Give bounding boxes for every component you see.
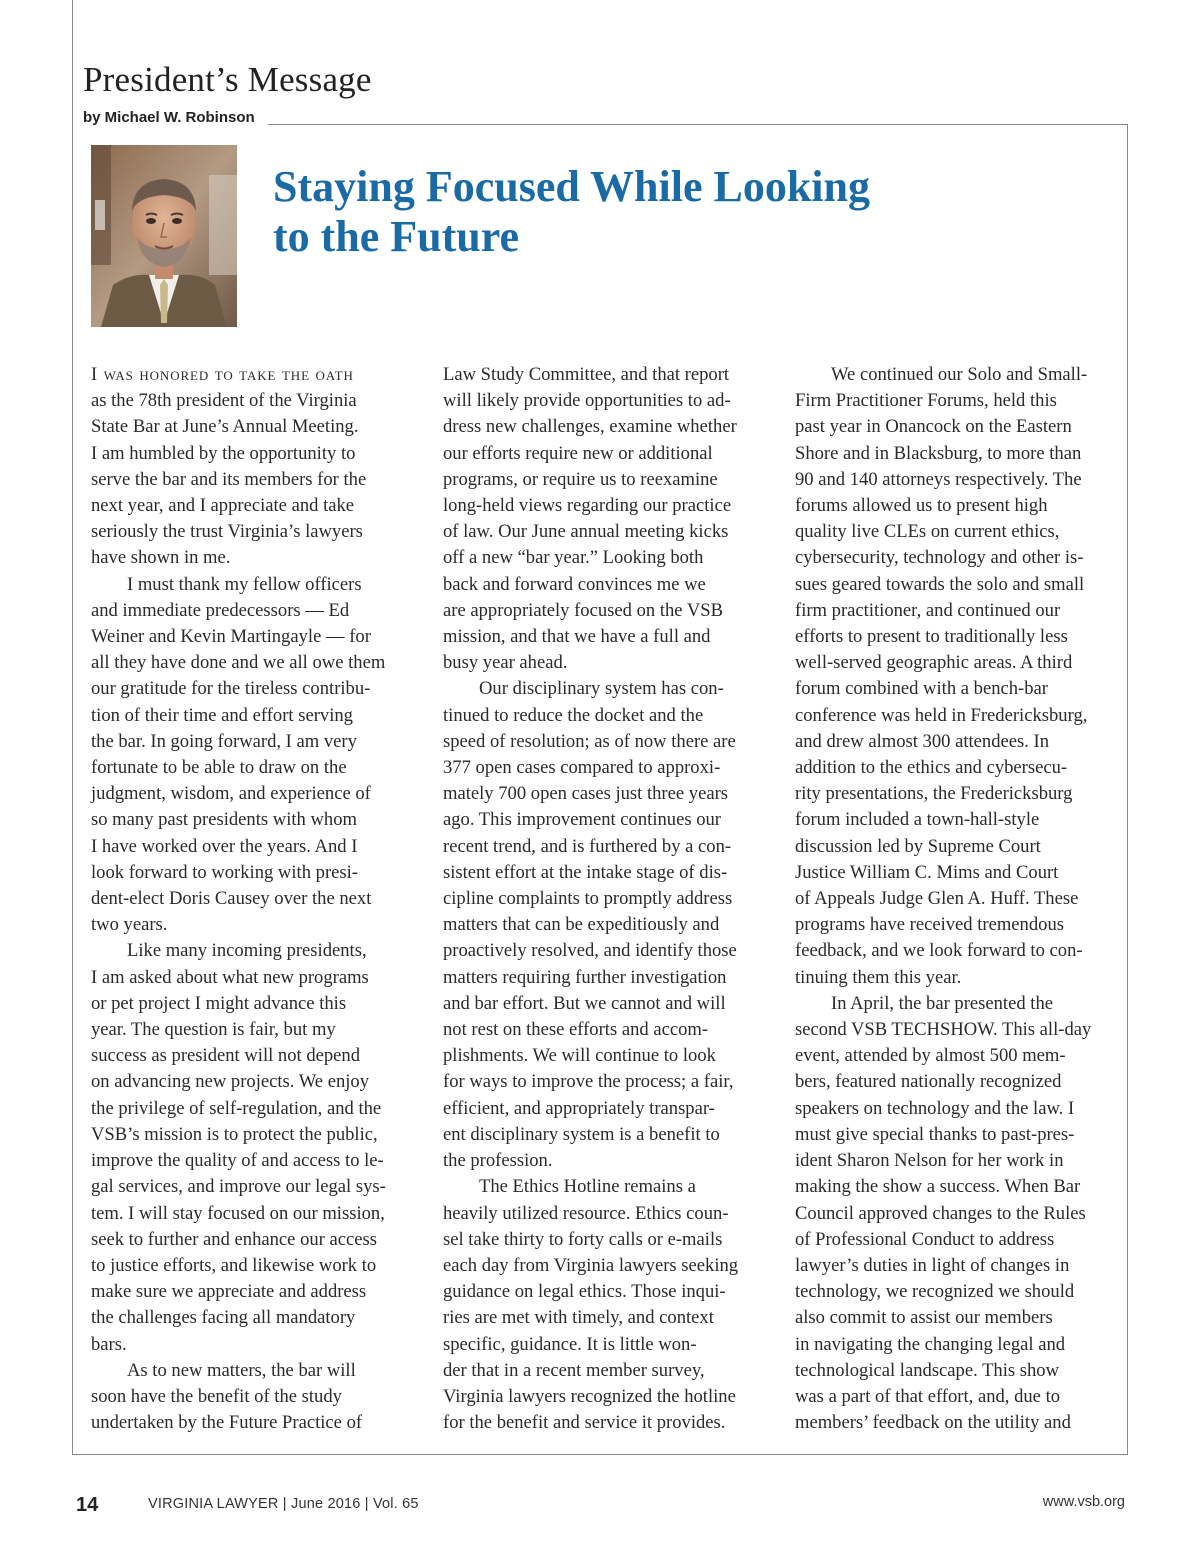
column-2-line: back and forward convinces me we [443,573,706,595]
column-2-line: speed of resolution; as of now there are [443,730,736,752]
column-3-line: rity presentations, the Fredericksburg [795,783,1073,805]
column-1-line: As to new matters, the bar will [127,1359,356,1381]
column-2-line: for ways to improve the process; a fair, [443,1071,734,1093]
column-3-line: programs have received tremendous [795,914,1064,936]
column-1-line: I was honored to take the oath [91,364,354,385]
column-3-line: forum combined with a bench-bar [795,678,1048,700]
column-2-line: our efforts require new or additional [443,442,713,464]
column-1-line: the privilege of self-regulation, and the [91,1097,382,1119]
column-1-line: look forward to working with presi- [91,861,358,883]
column-3-line: forums allowed us to present high [795,495,1048,517]
column-3-line: event, attended by almost 500 mem- [795,1045,1066,1067]
column-2-line: plishments. We will continue to look [443,1045,716,1067]
column-1-line: two years. [91,914,168,936]
column-3-line: forum included a town-hall-style [795,809,1040,831]
article-headline [273,162,1033,262]
frame-bottom-rule [72,1454,1128,1455]
column-3-line: was a part of that effort, and, due to [795,1385,1061,1407]
column-2-line: long-held views regarding our practice [443,495,732,517]
column-1-line: Weiner and Kevin Martingayle — for [91,626,371,648]
column-2-line: 377 open cases compared to approxi- [443,757,721,779]
column-1-line: and immediate predecessors — Ed [91,599,350,621]
column-3-line: must give special thanks to past-pres- [795,1123,1075,1145]
column-1-line: I must thank my fellow officers [127,573,362,595]
column-2-line: off a new “bar year.” Looking both [443,547,704,569]
column-1-line: year. The question is fair, but my [91,1019,336,1041]
column-3-line: making the show a success. When Bar [795,1176,1081,1198]
column-3-line: conference was held in Fredericksburg, [795,704,1088,726]
column-1-line: Like many incoming presidents, [127,940,367,962]
column-2-line: efficient, and appropriately transpar- [443,1097,715,1119]
column-3-line: Council approved changes to the Rules [795,1202,1086,1224]
column-1-line: judgment, wisdom, and experience of [91,783,371,805]
column-2-line: programs, or require us to reexamine [443,468,718,490]
column-2-line: specific, guidance. It is little won- [443,1333,697,1355]
column-1-line: tem. I will stay focused on our mission, [91,1202,385,1224]
column-2-line: are appropriately focused on the VSB [443,599,724,621]
column-3-line: quality live CLEs on current ethics, [795,521,1060,543]
column-1-line: State Bar at June’s Annual Meeting. [91,416,359,438]
column-2-line: Law Study Committee, and that report [443,364,730,385]
left-margin-rule [72,0,73,1455]
column-1-line: dent-elect Doris Causey over the next [91,888,372,910]
column-3-line: cybersecurity, technology and other is- [795,547,1084,569]
column-2-line: ent disciplinary system is a benefit to [443,1123,720,1145]
headline-line-2: to the Future [273,212,520,261]
column-2-line: not rest on these efforts and accom- [443,1019,709,1041]
column-1-line: VSB’s mission is to protect the public, [91,1123,378,1145]
column-2-line: ries are met with timely, and context [443,1307,714,1329]
column-3-line: Shore and in Blacksburg, to more than [795,442,1082,464]
column-1-line: seek to further and enhance our access [91,1228,377,1250]
body-column-1 [91,362,413,1436]
column-1-line: gal services, and improve our legal sys- [91,1176,386,1198]
column-1-line: I have worked over the years. And I [91,835,358,857]
column-3-line: technology, we recognized we should [795,1281,1075,1303]
column-1-line: success as president will not depend [91,1045,361,1067]
column-2-line: cipline complaints to promptly address [443,888,733,910]
column-2-line: matters that can be expeditiously and [443,914,720,936]
column-3-line: tinuing them this year. [795,966,962,988]
column-2-line: dress new challenges, examine whether [443,416,737,438]
column-1-line: improve the quality of and access to le- [91,1150,384,1172]
column-1-line: next year, and I appreciate and take [91,495,355,517]
column-1-line: to justice efforts, and likewise work to [91,1254,377,1276]
column-1-line: all they have done and we all owe them [91,652,386,674]
column-title: President’s Message [83,60,372,99]
column-1-line: soon have the benefit of the study [91,1385,342,1407]
column-3-line: addition to the ethics and cybersecu- [795,757,1068,779]
frame-right-rule [1127,124,1128,1455]
frame-top-rule [268,124,1128,125]
body-column-3 [795,362,1117,1436]
column-2-line: the profession. [443,1150,553,1172]
column-3-line: past year in Onancock on the Eastern [795,416,1072,438]
column-3-line: We continued our Solo and Small- [831,364,1088,385]
body-column-2 [443,362,765,1436]
column-2-line: The Ethics Hotline remains a [479,1176,696,1198]
column-1-line: the bar. In going forward, I am very [91,730,357,752]
column-1-line: the challenges facing all mandatory [91,1307,356,1329]
column-2-line: mately 700 open cases just three years [443,783,729,805]
column-2-line: Our disciplinary system has con- [479,678,724,700]
column-3-line: speakers on technology and the law. I [795,1097,1075,1119]
column-2-line: for the benefit and service it provides. [443,1412,726,1434]
column-3-line: well-served geographic areas. A third [795,652,1073,674]
column-3-line: feedback, and we look forward to con- [795,940,1083,962]
column-3-line: technological landscape. This show [795,1359,1060,1381]
column-1-line: so many past presidents with whom [91,809,357,831]
column-3-line: sues geared towards the solo and small [795,573,1085,595]
column-2-line: and bar effort. But we cannot and will [443,992,726,1014]
column-1-line: undertaken by the Future Practice of [91,1412,363,1434]
column-2-line: matters requiring further investigation [443,966,727,988]
column-2-line: recent trend, and is furthered by a con- [443,835,732,857]
column-3-line: members’ feedback on the utility and [795,1412,1071,1434]
column-3-line: Firm Practitioner Forums, held this [795,390,1057,412]
column-3-line: of Appeals Judge Glen A. Huff. These [795,888,1079,910]
column-1-line: or pet project I might advance this [91,992,347,1014]
headline-line-1: Staying Focused While Looking [273,162,870,211]
column-2-line: ago. This improvement continues our [443,809,721,831]
column-2-line: mission, and that we have a full and [443,626,711,648]
column-1-line: seriously the trust Virginia’s lawyers [91,521,363,543]
column-3-line: of Professional Conduct to address [795,1228,1055,1250]
column-3-line: in navigating the changing legal and [795,1333,1066,1355]
column-3-line: discussion led by Supreme Court [795,835,1041,857]
column-1-line: have shown in me. [91,547,231,569]
column-2-line: busy year ahead. [443,652,568,674]
column-1-line: make sure we appreciate and address [91,1281,367,1303]
column-2-line: proactively resolved, and identify those [443,940,737,962]
column-2-line: heavily utilized resource. Ethics coun- [443,1202,729,1224]
column-1-line: tion of their time and effort serving [91,704,353,726]
column-1-line: fortunate to be able to draw on the [91,757,347,779]
column-2-line: tinued to reduce the docket and the [443,704,704,726]
column-2-line: der that in a recent member survey, [443,1359,705,1381]
column-2-line: of law. Our June annual meeting kicks [443,521,729,543]
column-3-line: lawyer’s duties in light of changes in [795,1254,1070,1276]
column-1-line: as the 78th president of the Virginia [91,390,357,412]
column-1-line: I am asked about what new programs [91,966,369,988]
author-portrait [91,145,237,327]
column-2-line: guidance on legal ethics. Those inqui- [443,1281,726,1303]
column-1-line: I am humbled by the opportunity to [91,442,356,464]
column-1-line: bars. [91,1333,127,1355]
column-3-line: firm practitioner, and continued our [795,599,1061,621]
column-3-line: 90 and 140 attorneys respectively. The [795,468,1082,490]
footer-page-number: 14 [76,1494,99,1516]
byline: by Michael W. Robinson [83,109,255,126]
column-3-line: efforts to present to traditionally less [795,626,1068,648]
column-2-line: Virginia lawyers recognized the hotline [443,1385,736,1407]
column-3-line: bers, featured nationally recognized [795,1071,1062,1093]
column-3-line: Justice William C. Mims and Court [795,861,1059,883]
column-1-line: on advancing new projects. We enjoy [91,1071,370,1093]
column-2-line: sel take thirty to forty calls or e-mails [443,1228,723,1250]
column-1-line: our gratitude for the tireless contribu- [91,678,371,700]
column-2-line: each day from Virginia lawyers seeking [443,1254,739,1276]
column-3-line: In April, the bar presented the [831,992,1054,1014]
column-2-line: will likely provide opportunities to ad- [443,390,731,412]
column-3-line: and drew almost 300 attendees. In [795,730,1050,752]
column-3-line: ident Sharon Nelson for her work in [795,1150,1064,1172]
footer-url: www.vsb.org [1042,1494,1125,1510]
column-2-line: sistent effort at the intake stage of dis- [443,861,728,883]
column-3-line: second VSB TECHSHOW. This all-day [795,1019,1092,1041]
column-1-line: serve the bar and its members for the [91,468,367,490]
column-3-line: also commit to assist our members [795,1307,1053,1329]
footer-publication: VIRGINIA LAWYER | June 2016 | Vol. 65 [148,1496,419,1512]
